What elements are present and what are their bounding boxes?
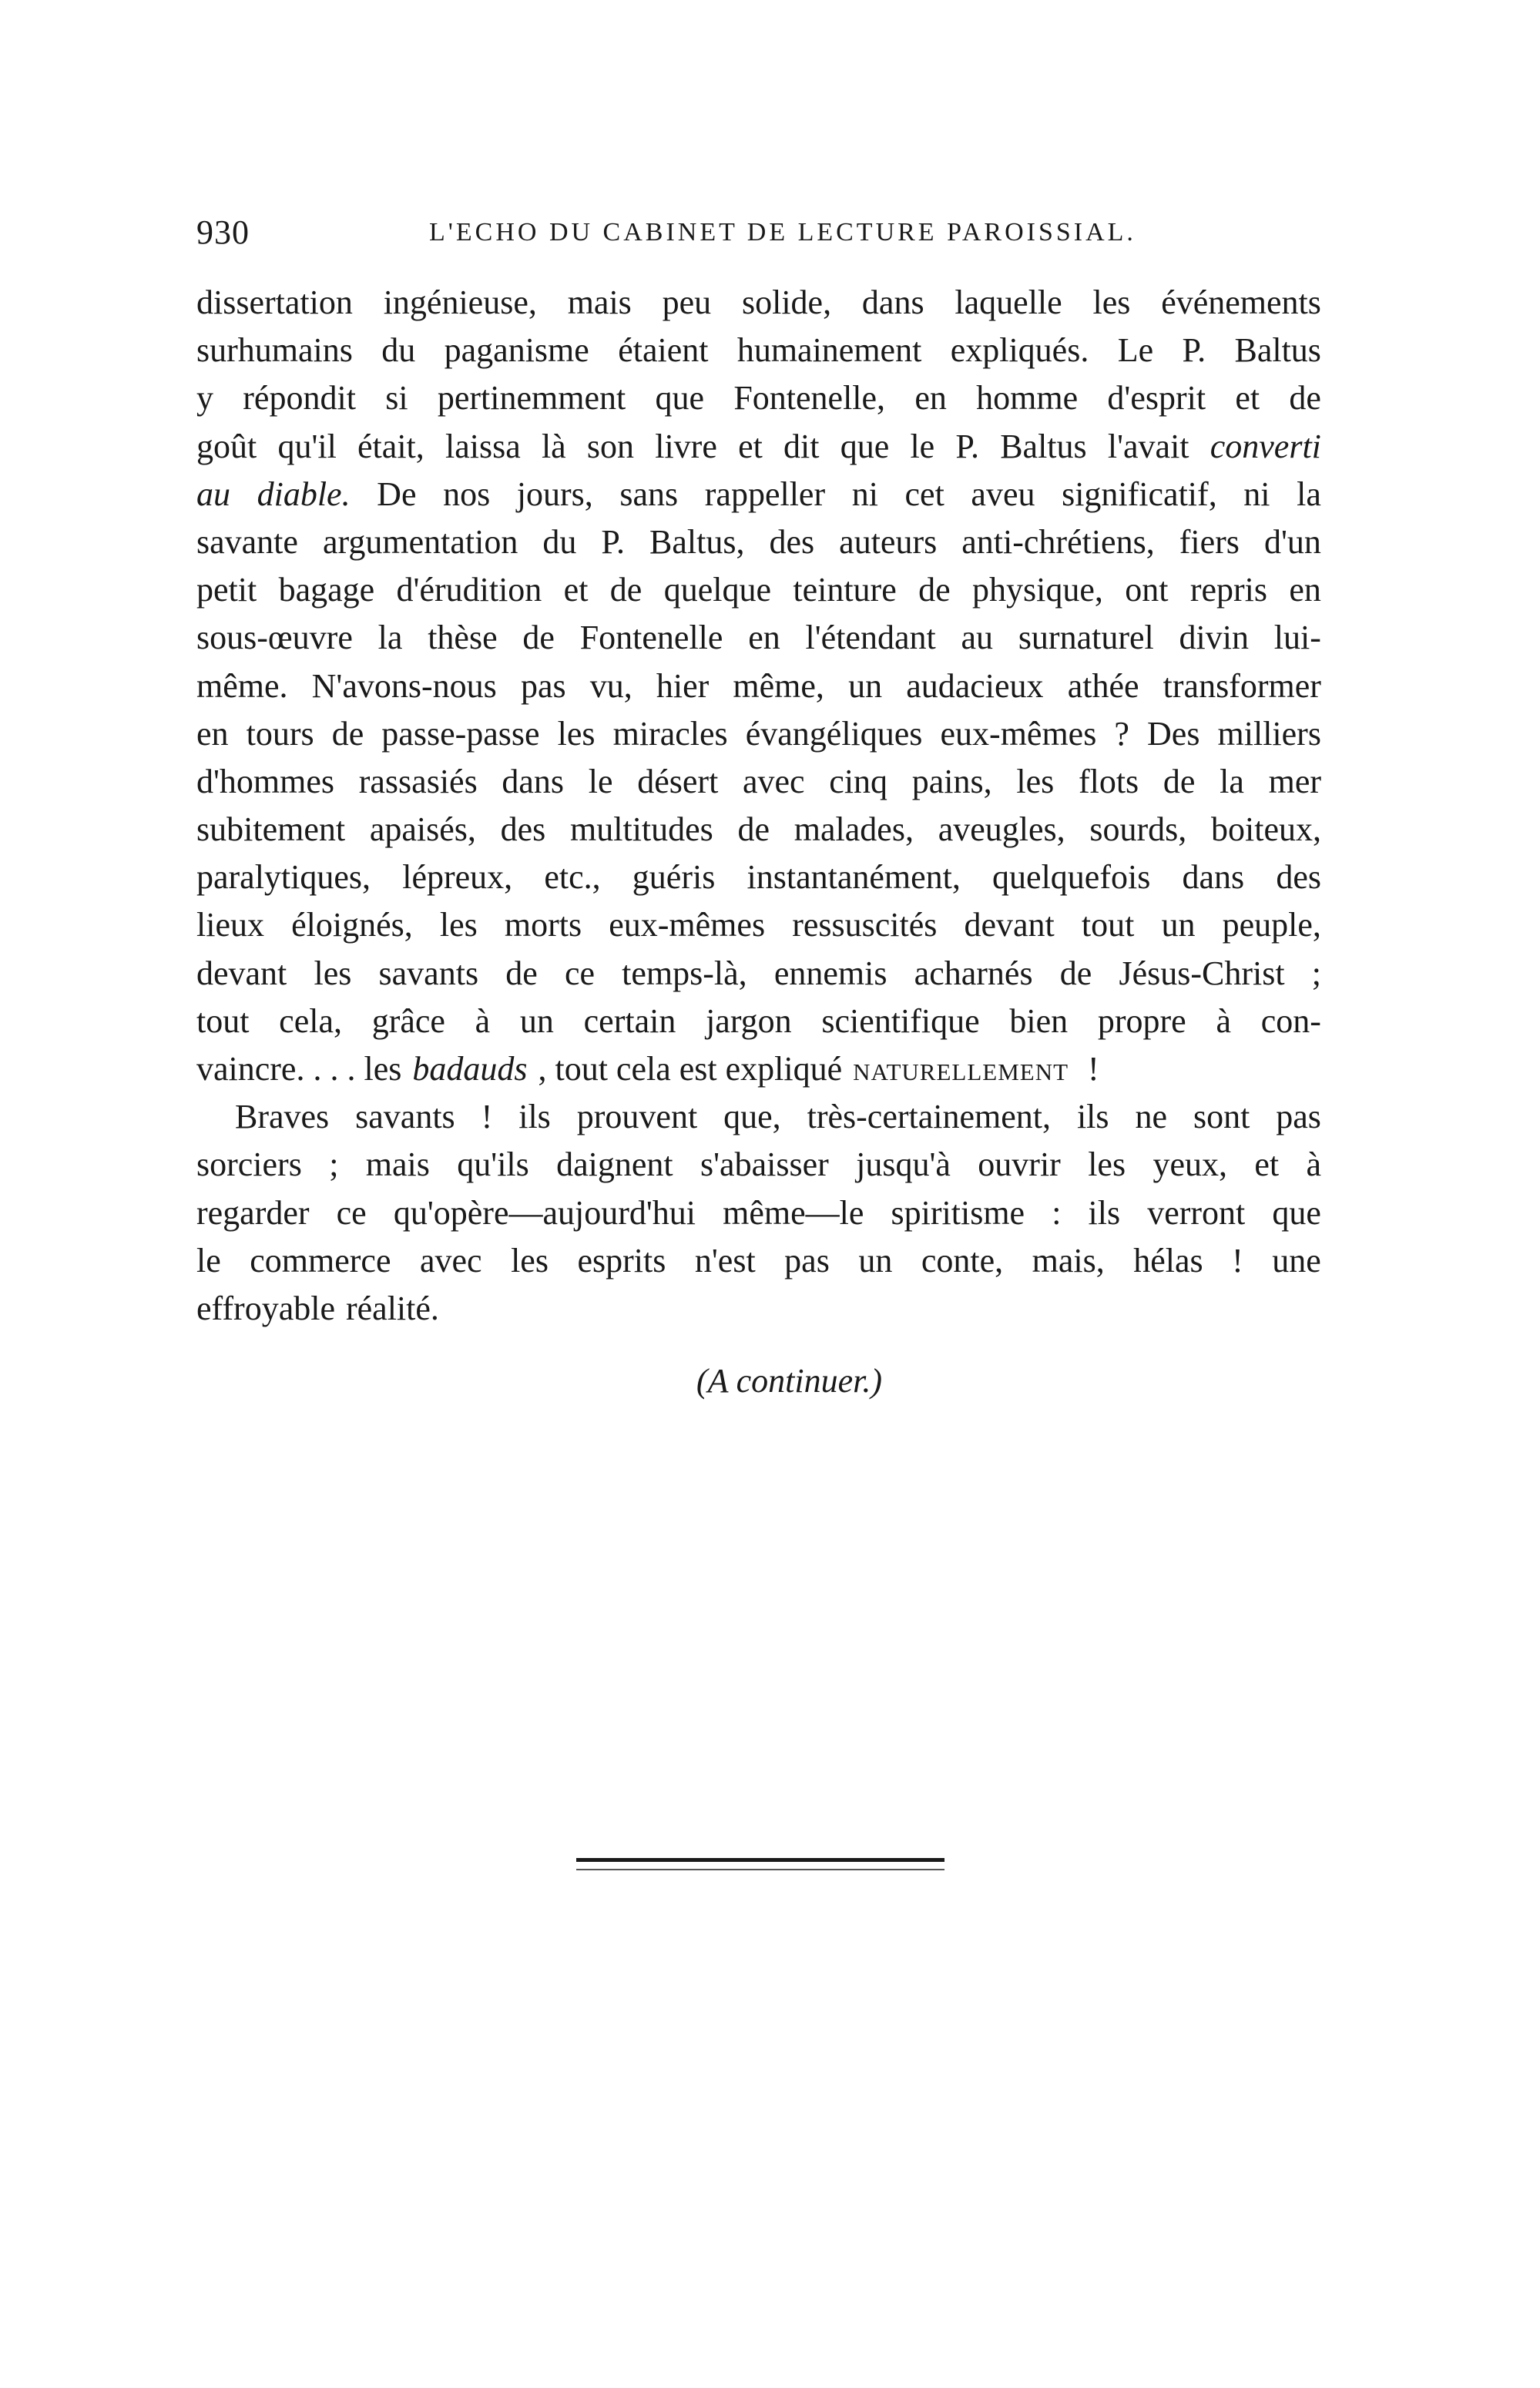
word: lui- <box>1273 619 1321 657</box>
word: thèse <box>428 619 498 657</box>
word: de <box>737 810 770 849</box>
word: instantanément, <box>747 858 961 897</box>
word: regarder <box>196 1193 310 1232</box>
word: lieux <box>196 906 264 944</box>
word: transformer <box>1163 666 1321 705</box>
word: et <box>738 427 763 465</box>
word: grâce <box>371 1001 445 1040</box>
word: bien <box>1009 1001 1069 1040</box>
italic-word: badauds <box>412 1050 528 1088</box>
word: Des <box>1147 714 1200 753</box>
line-text: ! <box>1079 1050 1099 1088</box>
text-line <box>196 758 1321 806</box>
word: quelquefois <box>992 858 1151 897</box>
word: dit <box>783 427 820 465</box>
word: lépreux, <box>402 858 513 897</box>
word: savants <box>355 1098 455 1136</box>
word: devant <box>196 954 287 992</box>
word: dissertation <box>196 283 353 321</box>
word: les <box>1092 283 1131 321</box>
word: de <box>609 571 643 609</box>
word: ? <box>1114 714 1129 753</box>
word: très-certainement, <box>807 1098 1051 1136</box>
word: livre <box>655 427 717 465</box>
word: ce <box>336 1193 367 1232</box>
word: de <box>918 571 951 609</box>
text-line <box>196 1237 1321 1285</box>
word: qu'opère—aujourd'hui <box>393 1193 696 1232</box>
word: laissa <box>445 427 521 465</box>
word: ils <box>518 1098 551 1136</box>
word: vu, <box>589 666 632 705</box>
continuation-note <box>0 1357 1540 1405</box>
word: etc., <box>544 858 601 897</box>
running-head <box>196 210 1321 256</box>
word: eux-mêmes <box>940 714 1097 753</box>
word: acharnés <box>914 954 1033 992</box>
text-line <box>196 1189 1321 1237</box>
word: rassasiés <box>358 762 478 800</box>
word: spiritisme <box>891 1193 1025 1232</box>
text-line <box>196 710 1321 758</box>
word: ce <box>564 954 595 992</box>
word: que, <box>723 1098 781 1136</box>
word: que <box>655 379 705 418</box>
word: mais <box>365 1145 430 1184</box>
word: Fontenelle, <box>733 379 886 418</box>
text-line <box>196 901 1321 949</box>
end-rule-thin <box>576 1869 944 1870</box>
continuation-text: (A continuer.) <box>696 1362 883 1400</box>
word: répondit <box>243 379 356 418</box>
word: temps-là, <box>622 954 747 992</box>
word: P. <box>1182 331 1206 370</box>
word: miracles <box>612 714 728 753</box>
body-text <box>196 279 1321 1333</box>
word: de <box>1289 379 1321 418</box>
text-line <box>196 806 1321 854</box>
word: teinture <box>793 571 897 609</box>
word: devant <box>964 906 1055 944</box>
word: mer <box>1268 762 1321 800</box>
word: boiteux, <box>1211 810 1321 849</box>
word: repris <box>1189 571 1268 609</box>
word: con- <box>1260 1001 1321 1040</box>
word: si <box>385 379 408 418</box>
word: au <box>961 619 994 657</box>
small-caps-word: naturellement <box>853 1050 1069 1088</box>
word: cinq <box>829 762 888 800</box>
word: Le <box>1117 331 1154 370</box>
word: hier <box>656 666 710 705</box>
text-line <box>196 279 1321 327</box>
word: auteurs <box>839 522 938 561</box>
word: daignent <box>556 1145 673 1184</box>
word: milliers <box>1217 714 1321 753</box>
word: goût <box>196 427 257 465</box>
word: l'avait <box>1107 427 1189 465</box>
word: Fontenelle <box>579 619 723 657</box>
word: que <box>840 427 890 465</box>
word: humainement <box>736 331 922 370</box>
line-text: vaincre. . . . les <box>196 1050 402 1088</box>
word: des <box>769 522 815 561</box>
word: en <box>914 379 947 418</box>
word: conte, <box>921 1241 1004 1280</box>
word: événements <box>1161 283 1321 321</box>
word: petit <box>196 571 257 609</box>
word: d'esprit <box>1107 379 1206 418</box>
word: ont <box>1125 571 1169 609</box>
word: sous-œuvre <box>196 619 353 657</box>
word: peu <box>662 283 712 321</box>
word: peuple, <box>1222 906 1321 944</box>
word: dans <box>861 283 924 321</box>
word: les <box>314 954 352 992</box>
word: tout <box>196 1001 250 1040</box>
word: significatif, <box>1062 475 1217 513</box>
word: les <box>557 714 596 753</box>
word: esprits <box>577 1241 666 1280</box>
word: laquelle <box>955 283 1062 321</box>
word: ; <box>329 1145 339 1184</box>
word: cela, <box>279 1001 342 1040</box>
word: et <box>1254 1145 1280 1184</box>
word: de <box>505 954 538 992</box>
page-number: 930 <box>196 213 250 251</box>
word: N'avons-nous <box>311 666 497 705</box>
word: nos <box>443 475 491 513</box>
word: et <box>563 571 589 609</box>
word: de <box>522 619 555 657</box>
word: ils <box>1076 1098 1109 1136</box>
word: du <box>381 331 416 370</box>
word: aveu <box>971 475 1035 513</box>
word: des <box>1276 858 1321 897</box>
word: physique, <box>971 571 1103 609</box>
text-line <box>196 471 1321 518</box>
word: ne <box>1135 1098 1168 1136</box>
text-line <box>196 998 1321 1045</box>
word: divin <box>1179 619 1249 657</box>
word: d'hommes <box>196 762 335 800</box>
text-line <box>196 566 1321 614</box>
word: passe-passe <box>381 714 540 753</box>
word: ni <box>851 475 878 513</box>
word: athée <box>1067 666 1139 705</box>
text-line <box>196 614 1321 662</box>
word: effroyable <box>196 1289 335 1327</box>
word: de <box>1059 954 1092 992</box>
word: Baltus, <box>649 522 745 561</box>
word: jargon <box>706 1001 792 1040</box>
word: ni <box>1243 475 1270 513</box>
word: Baltus <box>1000 427 1087 465</box>
word: évangéliques <box>745 714 923 753</box>
word: sans <box>619 475 679 513</box>
word: argumentation <box>322 522 518 561</box>
word: les <box>439 906 478 944</box>
word: tours <box>246 714 314 753</box>
word: ingénieuse, <box>383 283 537 321</box>
word: n'est <box>694 1241 756 1280</box>
word: ils <box>1088 1193 1121 1232</box>
word: ; <box>1311 954 1321 992</box>
word: eux-mêmes <box>609 906 766 944</box>
word: sorciers <box>196 1145 302 1184</box>
word: propre <box>1097 1001 1186 1040</box>
word: paganisme <box>444 331 589 370</box>
word: : <box>1052 1193 1062 1232</box>
word: yeux, <box>1152 1145 1227 1184</box>
word: solide, <box>741 283 832 321</box>
word: éloignés, <box>291 906 413 944</box>
word: même. <box>196 666 288 705</box>
end-rule <box>576 1858 944 1862</box>
word: en <box>196 714 229 753</box>
word: son <box>586 427 635 465</box>
text-line <box>196 1141 1321 1189</box>
word: les <box>1088 1145 1126 1184</box>
text-line <box>196 327 1321 374</box>
word: un <box>1161 906 1196 944</box>
word: tout <box>1081 906 1135 944</box>
word: en <box>1289 571 1321 609</box>
word: multitudes <box>570 810 713 849</box>
word: surhumains <box>196 331 353 370</box>
word: sourds, <box>1089 810 1187 849</box>
word: homme <box>976 379 1079 418</box>
word: était, <box>357 427 424 465</box>
word: en <box>748 619 780 657</box>
word: quelque <box>663 571 771 609</box>
word: réalité. <box>345 1289 439 1327</box>
word: qu'il <box>277 427 337 465</box>
word: ouvrir <box>978 1145 1061 1184</box>
word: ennemis <box>773 954 887 992</box>
word: De <box>377 475 417 513</box>
word: P. <box>955 427 979 465</box>
word: sont <box>1193 1098 1250 1136</box>
word: scientifique <box>821 1001 980 1040</box>
word: le <box>910 427 935 465</box>
word: même, <box>733 666 824 705</box>
text-line <box>196 423 1321 471</box>
word: que <box>1272 1193 1321 1232</box>
word: pas <box>520 666 566 705</box>
word: rappeller <box>704 475 826 513</box>
word: mais, <box>1032 1241 1105 1280</box>
word: cet <box>904 475 944 513</box>
word: les <box>1016 762 1055 800</box>
word: apaisés, <box>369 810 476 849</box>
word: bagage <box>278 571 375 609</box>
word: avec <box>419 1241 482 1280</box>
text-line <box>196 1285 1321 1333</box>
word: morts <box>504 906 582 944</box>
word: un <box>858 1241 893 1280</box>
text-line <box>196 518 1321 566</box>
text-line-mixed <box>196 1045 1321 1093</box>
word: pains, <box>911 762 992 800</box>
word: hélas <box>1133 1241 1203 1280</box>
word: qu'ils <box>457 1145 529 1184</box>
word: aveugles, <box>938 810 1065 849</box>
word: pas <box>784 1241 830 1280</box>
word: ressuscités <box>792 906 938 944</box>
word: savante <box>196 522 298 561</box>
word: un <box>519 1001 554 1040</box>
word: y <box>196 379 213 418</box>
word: du <box>542 522 577 561</box>
word: savants <box>378 954 479 992</box>
word: malades, <box>793 810 914 849</box>
word: étaient <box>618 331 709 370</box>
word: même—le <box>723 1193 864 1232</box>
word: d'un <box>1263 522 1321 561</box>
word: paralytiques, <box>196 858 371 897</box>
word: jours, <box>516 475 593 513</box>
word: ! <box>1232 1241 1243 1280</box>
word: certain <box>583 1001 676 1040</box>
text-line <box>196 950 1321 998</box>
word: Jésus-Christ <box>1119 954 1285 992</box>
word: de <box>331 714 364 753</box>
word: surnaturel <box>1018 619 1154 657</box>
word: là <box>541 427 566 465</box>
word: audacieux <box>906 666 1044 705</box>
word: pertinemment <box>437 379 626 418</box>
word: Baltus <box>1234 331 1321 370</box>
word: avec <box>743 762 805 800</box>
word: Braves <box>235 1098 330 1136</box>
word: guéris <box>632 858 716 897</box>
text-line <box>196 374 1321 422</box>
word: fiers <box>1179 522 1240 561</box>
text-line <box>196 1093 1321 1141</box>
word: dans <box>502 762 565 800</box>
word: verront <box>1147 1193 1246 1232</box>
word: flots <box>1078 762 1139 800</box>
text-line <box>196 662 1321 710</box>
word: pas <box>1276 1098 1321 1136</box>
word: le <box>196 1241 221 1280</box>
word: l'étendant <box>805 619 936 657</box>
word: à <box>1306 1145 1321 1184</box>
running-title: L'ECHO DU CABINET DE LECTURE PAROISSIAL. <box>429 218 1136 247</box>
word: dans <box>1182 858 1245 897</box>
word: désert <box>637 762 719 800</box>
word: et <box>1235 379 1260 418</box>
word: à <box>475 1001 491 1040</box>
word: un <box>848 666 883 705</box>
text-line <box>196 854 1321 901</box>
word: d'érudition <box>396 571 542 609</box>
word: s'abaisser <box>700 1145 829 1184</box>
word: subitement <box>196 810 346 849</box>
word: la <box>377 619 403 657</box>
word: le <box>588 762 613 800</box>
word: la <box>1220 762 1244 800</box>
word: des <box>500 810 546 849</box>
word: diable. <box>257 475 351 513</box>
word: ! <box>481 1098 493 1136</box>
word: au <box>196 475 230 513</box>
word: une <box>1272 1241 1321 1280</box>
word: anti-chrétiens, <box>961 522 1155 561</box>
line-text: , tout cela est expliqué <box>538 1050 843 1088</box>
word: expliqués. <box>950 331 1089 370</box>
word: à <box>1216 1001 1231 1040</box>
italic-word: converti <box>1210 427 1321 465</box>
word: de <box>1163 762 1196 800</box>
word: jusqu'à <box>856 1145 951 1184</box>
word: commerce <box>250 1241 391 1280</box>
word: P. <box>601 522 625 561</box>
word: mais <box>567 283 632 321</box>
word: prouvent <box>576 1098 698 1136</box>
word: les <box>511 1241 549 1280</box>
word: la <box>1297 475 1321 513</box>
